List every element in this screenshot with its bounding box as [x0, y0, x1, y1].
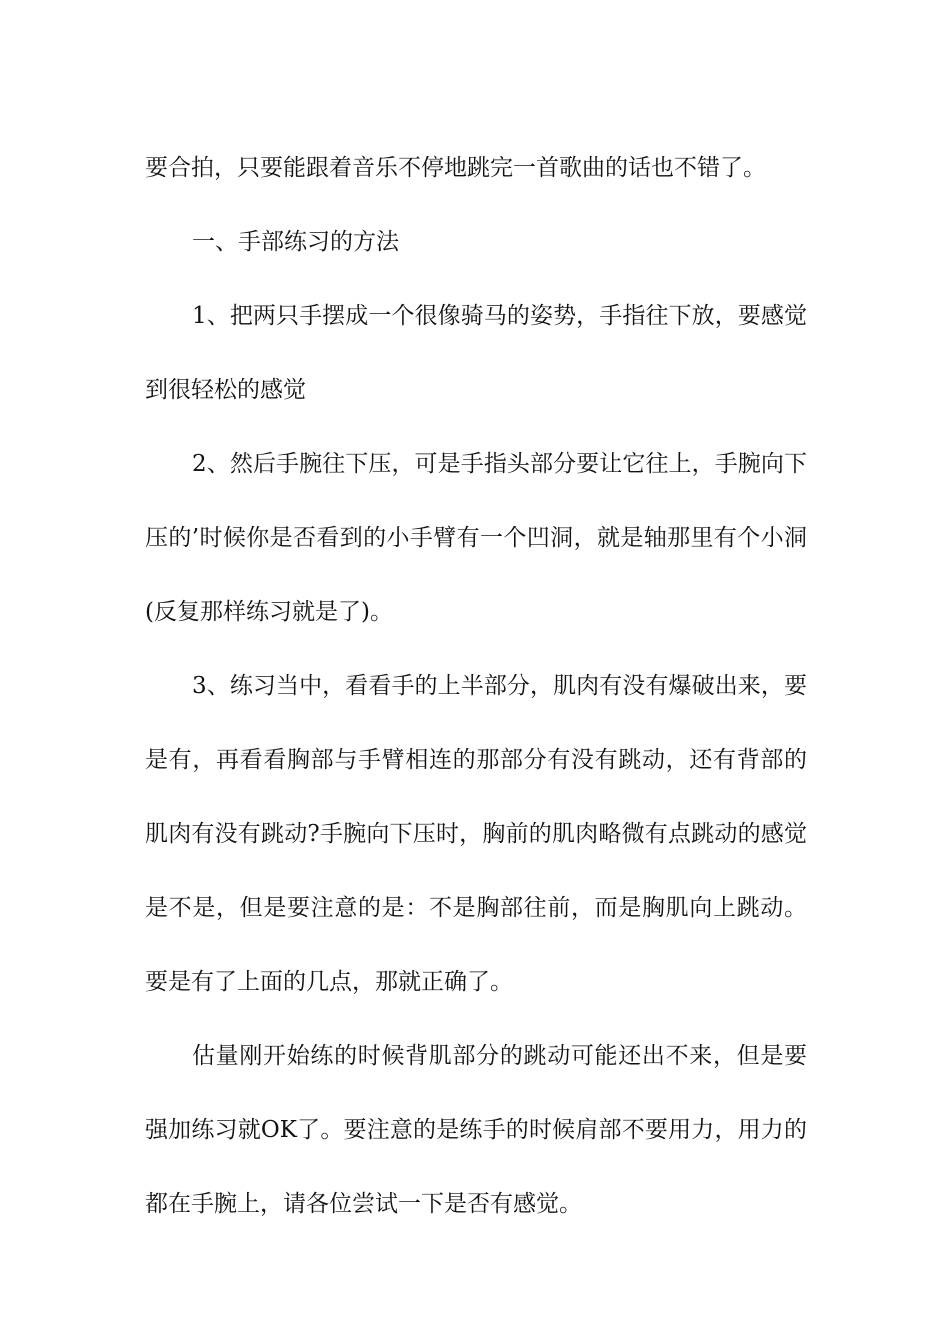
paragraph-step-1: 1、把两只手摆成一个很像骑马的姿势，手指往下放，要感觉到很轻松的感觉 — [145, 303, 807, 403]
paragraph-step-3: 3、练习当中，看看手的上半部分，肌肉有没有爆破出来，要是有，再看看胸部与手臂相连的那部分有没有跳动，还有背部的肌肉有没有跳动?手腕向下压时，胸前的肌肉略微有点跳动的感觉是不是，但是要注意的是：不是胸部往前，而是胸肌向上跳动。要是有了上面的几点，那就正确了。 — [145, 673, 807, 995]
paragraph-step-2: 2、然后手腕往下压，可是手指头部分要让它往上，手腕向下压的’时候你是否看到的小手臂有一个凹洞，就是轴那里有个小洞(反复那样练习就是了)。 — [145, 451, 807, 625]
section-heading-hand-practice: 一、手部练习的方法 — [192, 229, 399, 255]
paragraph-closing-note: 估量刚开始练的时候背肌部分的跳动可能还出不来，但是要强加练习就OK了。要注意的是练手的时候肩部不要用力，用力的都在手腕上，请各位尝试一下是否有感觉。 — [145, 1043, 807, 1217]
paragraph-continuation: 要合拍，只要能跟着音乐不停地跳完一首歌曲的话也不错了。 — [145, 155, 766, 181]
document-body — [145, 131, 807, 1241]
